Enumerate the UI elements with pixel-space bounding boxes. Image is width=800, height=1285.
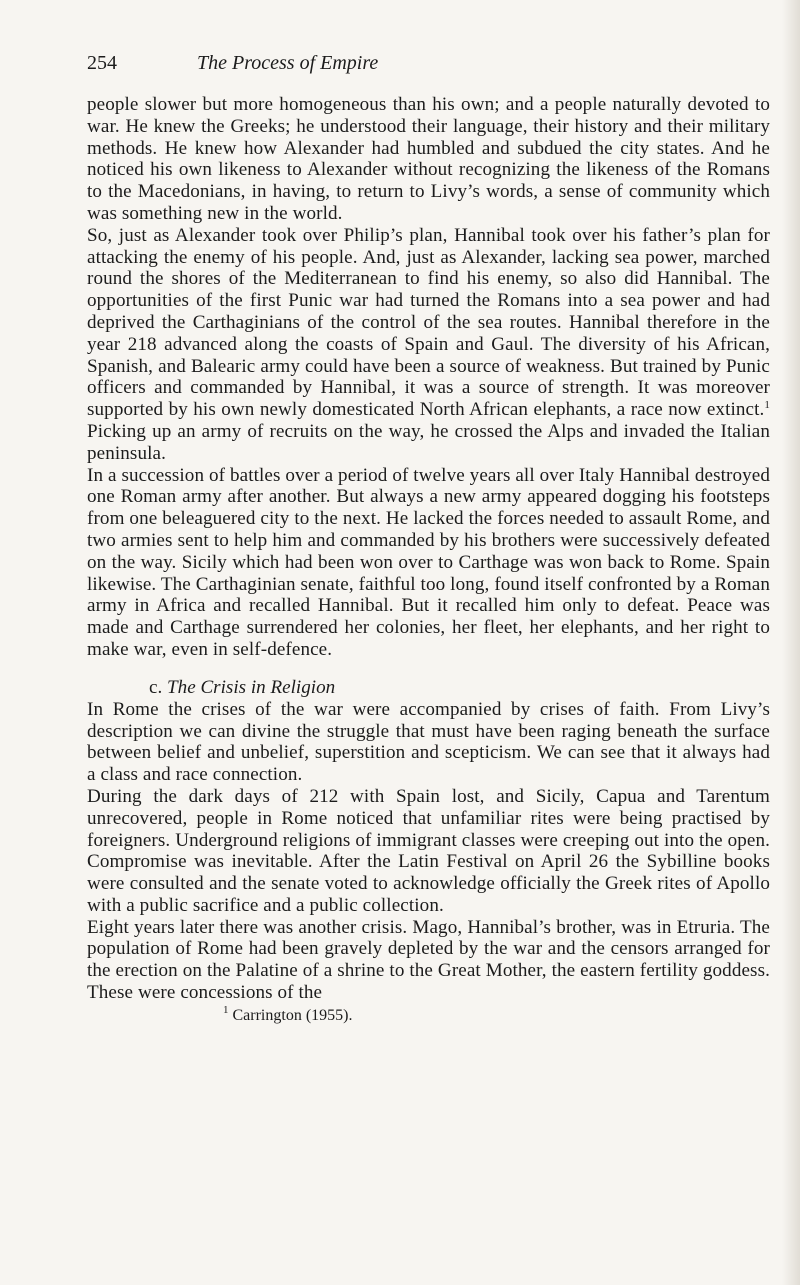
book-page	[87, 52, 770, 1026]
paragraph-6: Eight years later there was another crisis. Mago, Hannibal’s brother, was in Etruria. The population of Rome had been gravely depleted by the war and the censors arranged for the erection on the Palatine of a shrine to the Great Mother, the eastern fertility goddess. These were concessions of the	[87, 916, 770, 1004]
section-title: The Crisis in Religion	[167, 676, 336, 698]
paragraph-2-text-b: Picking up an army of recruits on the way, he crossed the Alps and invaded the Italian peninsula.	[87, 420, 770, 464]
running-title: The Process of Empire	[197, 52, 379, 74]
paragraph-3: In a succession of battles over a period of twelve years all over Italy Hannibal destroyed one Roman army after another. But always a new army appeared dogging his footsteps from one beleaguered city to the next. He lacked the forces needed to assault Rome, and two armies sent to help him and commanded by his brothers were successively defeated on the way. Sicily which had been won over to Carthage was won back to Rome. Spain likewise. The Carthaginian senate, faithful too long, found itself confronted by a Roman army in Africa and recalled Hannibal. But it recalled him only to defeat. Peace was made and Carthage surrendered her colonies, her fleet, her elephants, and her right to make war, even in self-defence.	[87, 464, 770, 660]
footnote	[223, 1003, 770, 1026]
paragraph-5: During the dark days of 212 with Spain lost, and Sicily, Capua and Tarentum unrecovered, people in Rome noticed that unfamiliar rites were being practised by foreigners. Underground religions of immigrant classes were creeping out into the open. Compromise was inevitable. After the Latin Festival on April 26 the Sybilline books were consulted and the senate voted to acknowledge officially the Greek rites of Apollo with a public sacrifice and a public collection.	[87, 785, 770, 916]
paragraph-4: In Rome the crises of the war were accompanied by crises of faith. From Livy’s description we can divine the struggle that must have been raging beneath the surface between belief and unbelief, superstition and scepticism. We can see that it always had a class and race connection.	[87, 698, 770, 786]
page-edge-shadow	[782, 0, 800, 1285]
footnote-marker: 1	[223, 1003, 229, 1016]
page-header	[87, 52, 770, 86]
section-heading	[149, 677, 770, 699]
paragraph-1: people slower but more homogeneous than his own; and a people naturally devoted to war. He knew the Greeks; he understood their language, their history and their military methods. He knew how Alexander had humbled and subdued the city states. And he noticed his own likeness to Alexander without recognizing the likeness of the Romans to the Macedonians, in having, to return to Livy’s words, a sense of community which was something new in the world.	[87, 94, 770, 224]
paragraph-2-text-a: So, just as Alexander took over Philip’s plan, Hannibal took over his father’s plan for attacking the enemy of his people. And, just as Alexander, lacking sea power, marched round the shores of the Mediterranean to find his enemy, so also did Hannibal. The opportunities of the first Punic war had turned the Romans into a sea power and had deprived the Carthaginians of the control of the sea routes. Hannibal therefore in the year 218 advanced along the coasts of Spain and Gaul. The diversity of his African, Spanish, and Balearic army could have been a source of weakness. But trained by Punic officers and commanded by Hannibal, it was a source of strength. It was moreover supported by his own newly domesticated North African elephants, a race now extinct.	[87, 224, 770, 421]
footnote-text: Carrington (1955).	[228, 1006, 353, 1024]
footnote-reference: 1	[764, 399, 770, 412]
paragraph-2	[87, 225, 770, 465]
section-letter: c.	[149, 676, 163, 698]
page-number: 254	[87, 52, 117, 74]
